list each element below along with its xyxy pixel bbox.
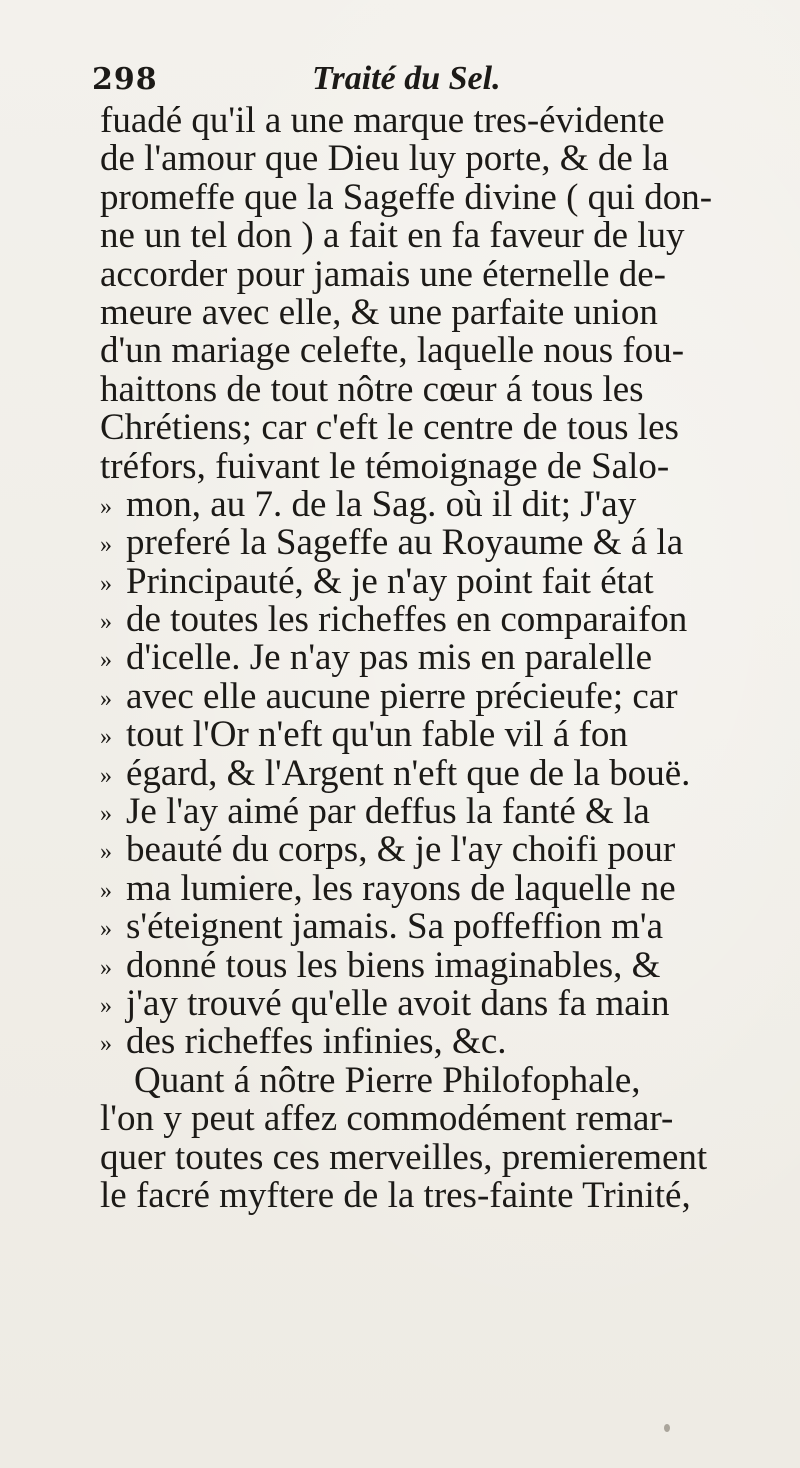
line-text: accorder pour jamais une éternelle de- bbox=[100, 255, 667, 294]
line-text: haittons de tout nôtre cœur á tous les bbox=[100, 370, 644, 410]
line-text: l'on y peut affez commodément remar- bbox=[100, 1100, 674, 1139]
quote-marker: » bbox=[100, 685, 112, 712]
quote-marker: » bbox=[100, 839, 112, 866]
quoted-text-line bbox=[100, 639, 780, 677]
line-text: tout l'Or n'eft qu'un fable vil á fon bbox=[126, 716, 628, 755]
line-text: Chrétiens; car c'eft le centre de tous les bbox=[100, 409, 679, 448]
quote-marker: » bbox=[100, 801, 112, 828]
line-text: Principauté, & je n'ay point fait état bbox=[126, 562, 654, 602]
text-line bbox=[100, 179, 780, 217]
page-header bbox=[92, 60, 752, 100]
quoted-text-line bbox=[100, 1023, 780, 1061]
quote-marker: » bbox=[100, 1031, 112, 1058]
line-text: ne un tel don ) a fait en fa faveur de luy bbox=[100, 217, 685, 256]
line-text: Quant á nôtre Pierre Philofophale, bbox=[134, 1061, 641, 1101]
text-line bbox=[100, 332, 780, 370]
line-text: de toutes les richeffes en comparaifon bbox=[126, 601, 688, 640]
text-line bbox=[100, 256, 780, 294]
quote-marker: » bbox=[100, 916, 112, 943]
quote-marker: » bbox=[100, 493, 112, 520]
text-line bbox=[100, 1177, 780, 1215]
text-line bbox=[100, 1100, 780, 1138]
line-text: des richeffes infinies, &c. bbox=[126, 1023, 507, 1062]
quote-marker: » bbox=[100, 570, 112, 597]
quoted-text-line bbox=[100, 678, 780, 716]
quote-marker: » bbox=[100, 724, 112, 751]
quoted-text-line bbox=[100, 908, 780, 946]
line-text: meure avec elle, & une parfaite union bbox=[100, 293, 658, 333]
line-text: égard, & l'Argent n'eft que de la bouë. bbox=[126, 754, 691, 794]
ink-speck bbox=[664, 1424, 670, 1432]
quote-marker: » bbox=[100, 647, 112, 674]
line-text: mon, au 7. de la Sag. où il dit; J'ay bbox=[126, 485, 637, 525]
body-text bbox=[100, 102, 780, 1215]
running-title: Traité du Sel. bbox=[312, 60, 501, 97]
quoted-text-line bbox=[100, 563, 780, 601]
quoted-text-line bbox=[100, 486, 780, 524]
line-text: d'un mariage celefte, laquelle nous fou- bbox=[100, 332, 685, 371]
line-text: promeffe que la Sageffe divine ( qui don- bbox=[100, 178, 713, 218]
quoted-text-line bbox=[100, 947, 780, 985]
line-text: Je l'ay aimé par deffus la fanté & la bbox=[126, 793, 650, 832]
line-text: donné tous les biens imaginables, & bbox=[126, 946, 661, 985]
quoted-text-line bbox=[100, 716, 780, 754]
line-text: beauté du corps, & je l'ay choifi pour bbox=[126, 831, 676, 870]
quote-marker: » bbox=[100, 954, 112, 981]
quote-marker: » bbox=[100, 877, 112, 904]
quoted-text-line bbox=[100, 601, 780, 639]
quote-marker: » bbox=[100, 762, 112, 789]
quote-marker: » bbox=[100, 532, 112, 559]
quoted-text-line bbox=[100, 985, 780, 1023]
line-text: fuadé qu'il a une marque tres-évidente bbox=[100, 102, 665, 141]
line-text: s'éteignent jamais. Sa poffeffion m'a bbox=[126, 908, 664, 947]
text-line bbox=[100, 1062, 780, 1100]
line-text: tréfors, fuivant le témoignage de Salo- bbox=[100, 447, 670, 486]
line-text: avec elle aucune pierre précieufe; car bbox=[126, 677, 678, 717]
text-line bbox=[100, 140, 780, 178]
quoted-text-line bbox=[100, 524, 780, 562]
line-text: j'ay trouvé qu'elle avoit dans fa main bbox=[126, 984, 670, 1024]
text-line bbox=[100, 217, 780, 255]
page-number: 298 bbox=[92, 62, 158, 97]
quoted-text-line bbox=[100, 870, 780, 908]
quote-marker: » bbox=[100, 609, 112, 636]
quoted-text-line bbox=[100, 831, 780, 869]
quoted-text-line bbox=[100, 755, 780, 793]
text-line bbox=[100, 102, 780, 140]
text-line bbox=[100, 294, 780, 332]
line-text: le facré myftere de la tres-fainte Trinité, bbox=[100, 1176, 691, 1216]
quoted-text-line bbox=[100, 793, 780, 831]
line-text: quer toutes ces merveilles, premierement bbox=[100, 1138, 708, 1177]
text-line bbox=[100, 409, 780, 447]
line-text: de l'amour que Dieu luy porte, & de la bbox=[100, 140, 669, 179]
text-line bbox=[100, 371, 780, 409]
line-text: d'icelle. Je n'ay pas mis en paralelle bbox=[126, 639, 652, 678]
line-text: ma lumiere, les rayons de laquelle ne bbox=[126, 869, 676, 909]
text-line bbox=[100, 448, 780, 486]
line-text: preferé la Sageffe au Royaume & á la bbox=[126, 524, 684, 563]
quote-marker: » bbox=[100, 992, 112, 1019]
text-line bbox=[100, 1139, 780, 1177]
